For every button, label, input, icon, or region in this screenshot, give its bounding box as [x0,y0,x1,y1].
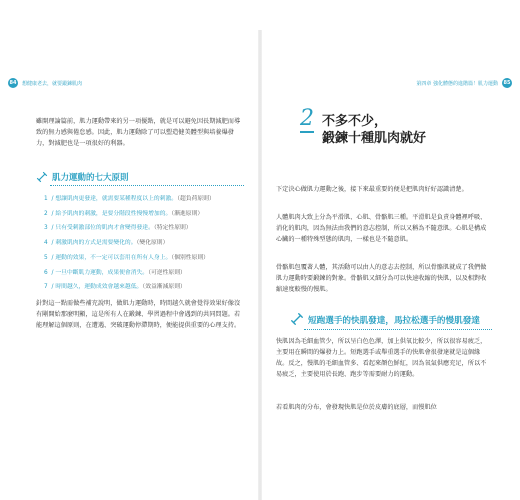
principle-item: 3 / 只有受刺激部位的肌肉才會變得發達。（特定性原則） [44,225,192,232]
principles-list [44,192,244,295]
principle-tag: （效益漸減原則） [142,284,186,291]
chapter-number-rule [300,131,314,133]
principle-tag: （個別性原則） [171,254,209,261]
principle-text: 只有受刺激部位的肌肉才會變得發達。 [55,225,154,232]
dumbbell-icon [290,312,304,326]
principle-number: 6 [44,269,48,276]
principle-tag: （變化原則） [136,240,169,247]
principle-number: 3 [44,225,48,232]
principle-text: 時間越久，運動成效會越來越低。 [55,284,143,291]
principle-item: 6 / 一旦中斷肌力運動，成果便會消失。（可逆性原則） [44,269,186,276]
principle-tag: （特定性原則） [153,225,192,232]
left-closing-paragraph: 針對這一點需做些補充說明，做肌力運動時，時間越久就會覺得效果好像沒有剛開始那麼明顯，這是所有人在鍛鍊、學習過程中會遇到的共同問題。若能理解這個原則，在遭遇、突破運動停滯期時，便能提供重要的心理支持。 [36,300,241,329]
principle-item: 5 / 運動的效果，不一定可以套用在所有人身上。（個別性原則） [44,254,209,261]
chapter-title [322,113,426,147]
section-underline [50,185,244,186]
left-page-number: 84 [9,80,17,86]
principle-number: 4 [44,240,48,247]
right-paragraph-4: 快肌因為毛細血管少，所以呈白色色澤，加上供氧比較少，所以很容易疲乏，主要用在瞬間的爆發力上。短跑選手或舉重選手的快肌會很發達就是這個緣故。反之，慢肌的毛細血管多、看起來顏色鮮紅，因為氧氣供應充足，所以不易疲乏，主要使用於長跑、跑步等需要耐力的運動。 [276,338,487,378]
principle-number: 1 [44,196,48,202]
principle-text: 刺激肌肉的方式是需要變化的。 [55,240,137,247]
subsection-heading [290,312,492,328]
left-running-header [8,78,82,88]
principle-item: 7 / 時間越久，運動成效會越來越低。（效益漸減原則） [44,284,186,291]
section-heading [36,170,244,184]
subsection-underline [304,329,492,330]
chapter-title-line-2: 鍛鍊十種肌肉就好 [322,131,427,146]
right-header-text: 第四章 強化體態的進階篇！肌力運動 [416,80,498,87]
right-paragraph-5: 若看肌肉的分布，會發現快肌是位於皮膚的底層，而慢肌位 [276,404,437,411]
right-paragraph-3: 骨骼肌包覆著人體，其活動可以由人的意志去控制，所以骨骼肌就成了我們做肌力運動時要鍛鍊的對象。骨骼肌又細分為可以快速收縮的快肌，以及相對收縮速度較慢的慢肌。 [276,264,487,293]
principle-number: 7 [44,284,48,291]
dumbbell-icon [36,171,48,183]
principle-number: 5 [44,254,48,261]
principle-tag: （漸進原則） [171,210,204,217]
right-paragraph-2: 人體肌肉大致上分為平滑肌、心肌、骨骼肌三種。平滑肌是負責身體裡呼吸、消化的肌肉，因為無法由我們的意志控制，所以又稱為不隨意肌。心肌是構成心臟的一種特殊型態的肌肉，一樣也是不隨意肌。 [276,214,487,243]
principle-text: 運動的效果，不一定可以套用在所有人身上。 [55,254,172,261]
page-gutter [258,30,262,500]
subsection-title: 短跑選手的快肌發達，馬拉松選手的慢肌發達 [308,316,480,326]
principle-text: 想讓肌肉更發達，就需要某種程度以上的刺激。 [55,196,178,202]
principle-item: 2 / 給予肌肉的刺激，是要分階段性慢慢增加的。（漸進原則） [44,210,204,217]
principle-item: 4 / 刺激肌肉的方式是需要變化的。（變化原則） [44,240,169,247]
section-title: 肌力運動的七大原則 [52,173,129,183]
right-running-header [416,78,512,88]
principle-tag: （可逆性原則） [148,269,186,276]
principle-item: 1 / 想讓肌肉更發達，就需要某種程度以上的刺激。（超負荷原則） [44,196,215,202]
chapter-number: 2 [300,106,314,131]
principle-text: 給予肌肉的刺激，是要分階段性慢慢增加的。 [55,210,172,217]
right-page-number: 85 [503,80,511,86]
principle-text: 一旦中斷肌力運動，成果便會消失。 [55,269,149,276]
left-header-text: 想健康老去，就要鍛鍊肌肉 [22,80,83,87]
left-intro-paragraph: 雖開理論篇前，肌力運動帶來的另一項優點，就是可以避免因長期減肥而導致的無力感與倦怠感。因此，肌力運動除了可以塑造健美體型與培養爆發力，對減肥也是一項很好的利器。 [36,118,241,147]
principle-number: 2 [44,210,48,217]
right-paragraph-1: 下定決心做肌力運動之後，接下來最重要的便是把肌肉好好認識清楚。 [276,186,468,193]
principle-tag: （超負荷原則） [177,196,215,202]
chapter-title-line-1: 不多不少， [322,114,388,129]
